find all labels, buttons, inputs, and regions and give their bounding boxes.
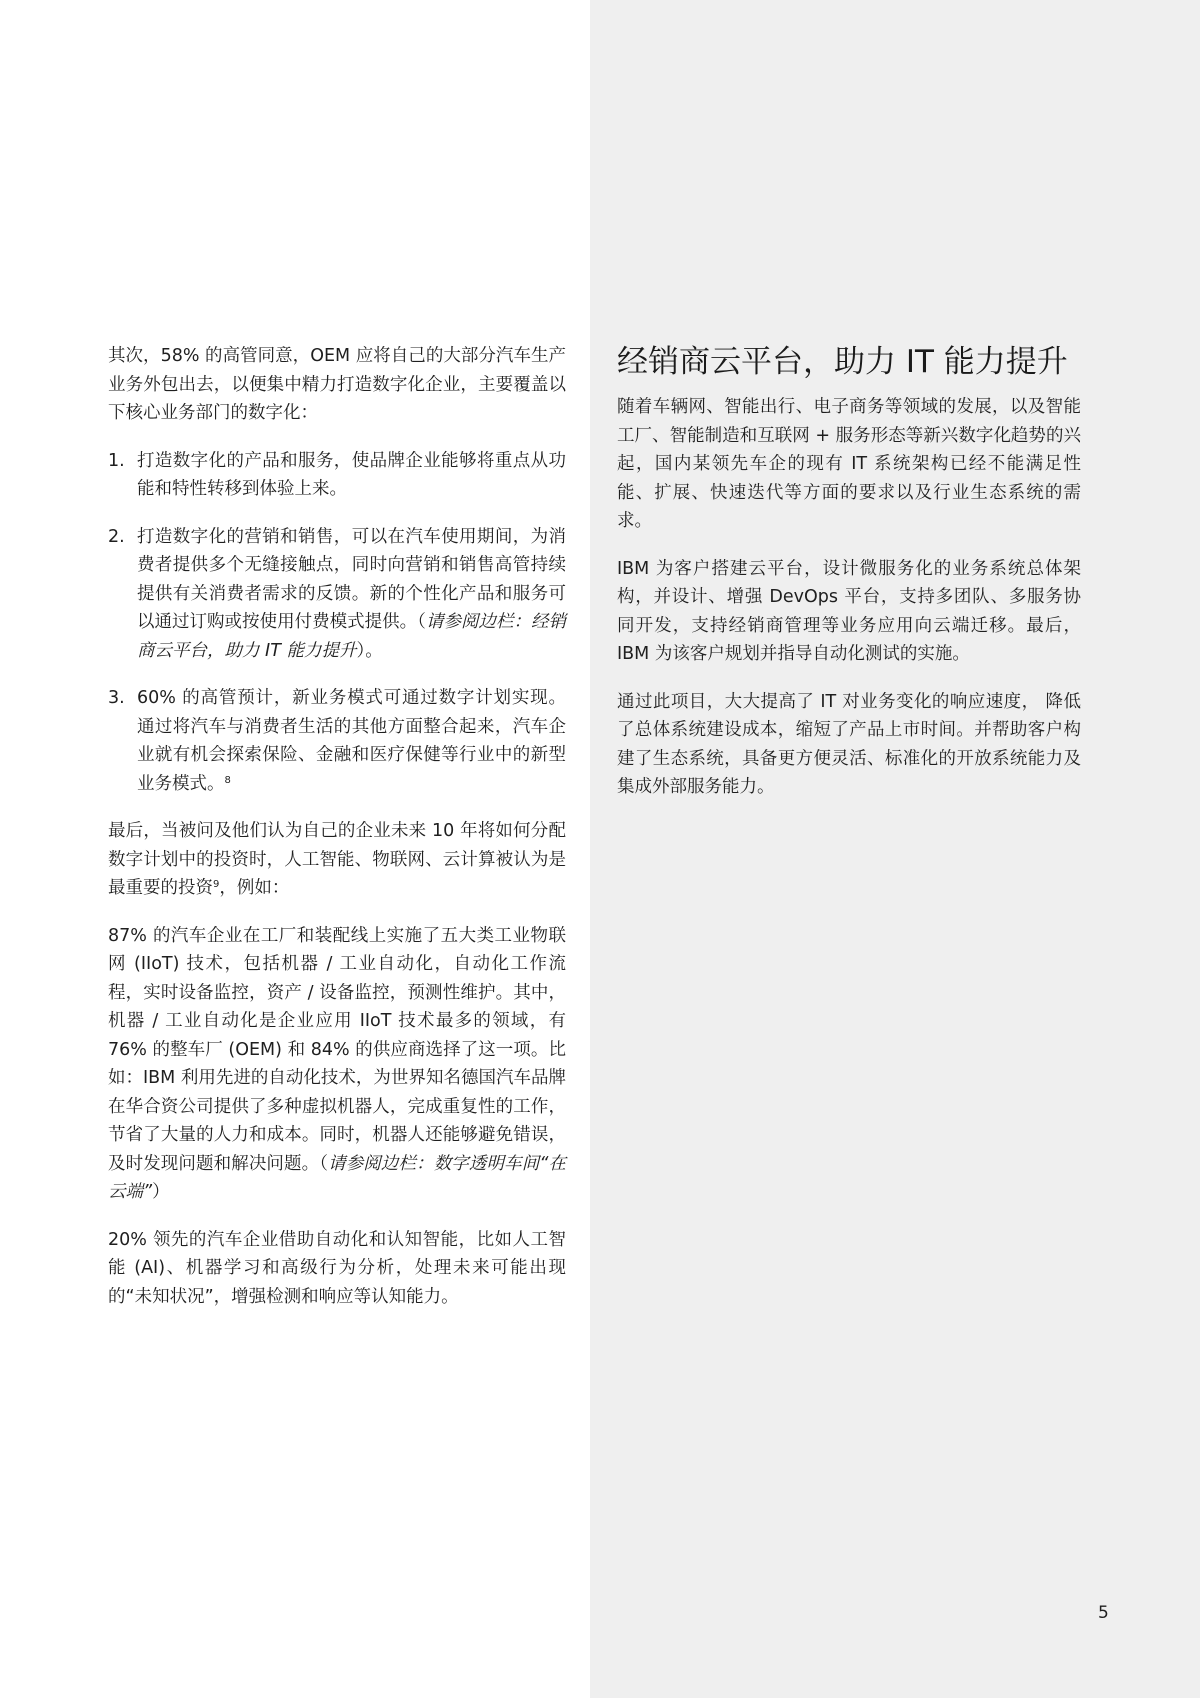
sidebar-paragraph: 通过此项目，大大提高了 IT 对业务变化的响应速度， 降低了总体系统建设成本，缩短了产品上市时间。并帮助客户构建了生态系统，具备更方便灵活、标准化的开放系统能力及集成外部服务能力。 — [617, 691, 1081, 797]
footnote-ref[interactable]: 8 — [224, 774, 231, 786]
list-text: 打造数字化的产品和服务，使品牌企业能够将重点从功能和特性转移到体验上来。 — [137, 450, 566, 499]
main-column — [108, 342, 566, 1330]
paragraph-tail: ，例如： — [219, 878, 290, 898]
list-text: 打造数字化的营销和销售，可以在汽车使用期间，为消费者提供多个无缝接触点，同时向营销和销售高管持续提供有关消费者需求的反馈。新的个性化产品和服务可以通过订购或按使用付费模式提供。（ — [137, 526, 566, 632]
footnote-ref[interactable]: 9 — [213, 879, 220, 890]
list-text-tail: ）。 — [356, 640, 383, 661]
iiot-paragraph — [108, 922, 566, 1207]
list-text: 60% 的高管预计，新业务模式可通过数字计划实现。通过将汽车与消费者生活的其他方面整合起来，汽车企业就有机会探索保险、金融和医疗保健等行业中的新型业务模式。 — [137, 688, 566, 794]
paragraph-text: 最后，当被问及他们认为自己的企业未来 10 年将如何分配数字计划中的投资时，人工智能、物联网、云计算被认为是最重要的投资 — [108, 821, 566, 898]
list-number: 1. — [108, 450, 125, 471]
list-item — [108, 523, 566, 666]
sidebar-panel — [590, 0, 1200, 1698]
ai-paragraph: 20% 领先的汽车企业借助自动化和认知智能，比如人工智能 (AI)、机器学习和高级行为分析，处理未来可能出现的“未知状况”，增强检测和响应等认知能力。 — [108, 1229, 566, 1307]
sidebar-paragraph: 随着车辆网、智能出行、电子商务等领域的发展，以及智能工厂、智能制造和互联网 + 服务形态等新兴数字化趋势的兴起，国内某领先车企的现有 IT 系统架构已经不能满足性能、扩展、快速迭代等方面的要求以及行业生态系统的需求。 — [617, 397, 1081, 531]
intro-paragraph: 其次，58% 的高管同意，OEM 应将自己的大部分汽车生产业务外包出去，以便集中精力打造数字化企业，主要覆盖以下核心业务部门的数字化： — [108, 346, 566, 423]
list-number: 3. — [108, 688, 125, 708]
list-item — [108, 684, 566, 798]
sidebar-reference-link[interactable]: 请参阅边栏：数字透明车间“在云端” — [108, 1153, 566, 1202]
digitalization-list — [108, 447, 566, 799]
paragraph-text: 87% 的汽车企业在工厂和装配线上实施了五大类工业物联网 (IIoT) 技术，包括机器 / 工业自动化，自动化工作流程，实时设备监控，资产 / 设备监控，预测性维护。其中，机器 / 工业自动化是企业应用 IIoT 技术最多的领域，有 76% 的整车厂 (OEM) 和 84% 的供应商选择了这一项。比如：IBM 利用先进的自动化技术，为世界知名德国汽车品牌在华合资公司提供了多种虚拟机器人，完成重复性的工作，节省了大量的人力和成本。同时，机器人还能够避免错误，及时发现问题和解决问题。（ — [108, 925, 566, 1174]
list-item — [108, 447, 566, 504]
sidebar-reference-link[interactable]: 请参阅边栏：经销商云平台，助力 IT 能力提升 — [137, 612, 567, 661]
investment-paragraph — [108, 817, 566, 903]
paragraph-tail: ） — [152, 1182, 170, 1202]
sidebar-body — [617, 393, 1081, 821]
page-number: 5 — [1098, 1603, 1109, 1623]
sidebar-paragraph: IBM 为客户搭建云平台，设计微服务化的业务系统总体架构，并设计、增强 DevOps 平台，支持多团队、多服务协同开发，支持经销商管理等业务应用向云端迁移。最后，IBM 为该客户规划并指导自动化测试的实施。 — [617, 558, 1081, 664]
list-number: 2. — [108, 526, 125, 547]
sidebar-title: 经销商云平台，助力 IT 能力提升 — [617, 344, 1068, 380]
